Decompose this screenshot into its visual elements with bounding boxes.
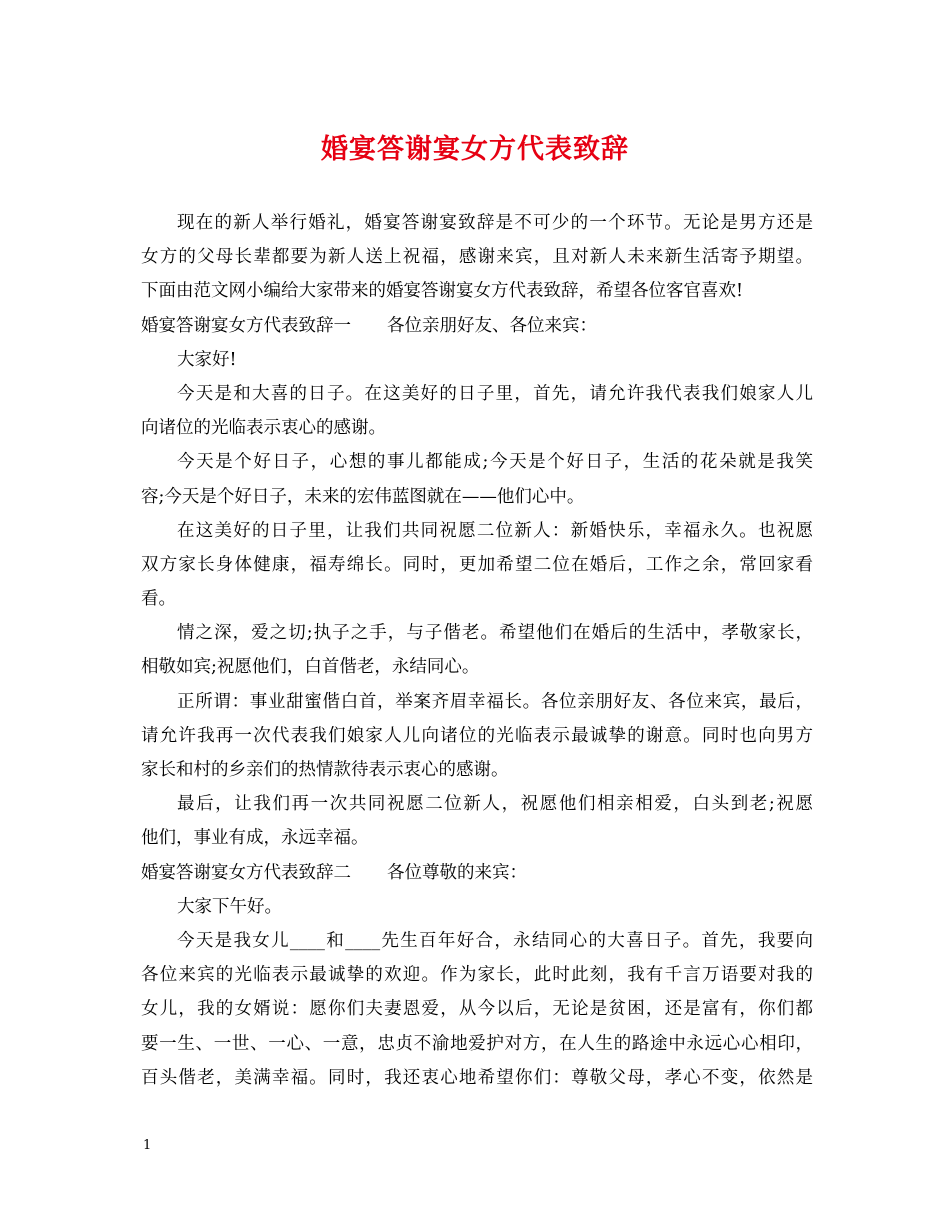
- page-number: 1: [143, 1138, 152, 1153]
- salutation: 各位亲朋好友、各位来宾：: [387, 315, 597, 336]
- paragraph-line: 各位来宾的光临表示最诚挚的欢迎。作为家长，此时此刻，我有千言万语要对我的: [141, 965, 813, 986]
- section-heading: 婚宴答谢宴女方代表致辞二: [141, 862, 351, 883]
- paragraph-line: 大家好!: [177, 349, 237, 370]
- paragraph-line: 女方的父母长辈都要为新人送上祝福，感谢来宾，且对新人未来新生活寄予期望。: [141, 247, 813, 268]
- paragraph-line: 今天是个好日子，心想的事儿都能成;今天是个好日子，生活的花朵就是我笑: [177, 452, 813, 473]
- salutation: 各位尊敬的来宾：: [387, 862, 527, 883]
- section-heading-row-1: [141, 309, 813, 343]
- section-heading: 婚宴答谢宴女方代表致辞一: [141, 315, 351, 336]
- paragraph-line: 要一生、一世、一心、一意，忠贞不渝地爱护对方，在人生的路途中永远心心相印，: [141, 1033, 813, 1054]
- paragraph-line: 情之深，爱之切;执子之手，与子偕老。希望他们在婚后的生活中，孝敬家长，: [177, 623, 813, 644]
- document-title: 婚宴答谢宴女方代表致辞: [321, 134, 629, 165]
- document-body: [141, 206, 813, 1095]
- paragraph-line: 他们，事业有成，永远幸福。: [141, 828, 369, 849]
- paragraph-line: 现在的新人举行婚礼，婚宴答谢宴致辞是不可少的一个环节。无论是男方还是: [177, 213, 813, 233]
- paragraph-line: 家长和村的乡亲们的热情款待表示衷心的感谢。: [141, 760, 509, 780]
- paragraph-line: 最后，让我们再一次共同祝愿二位新人，祝愿他们相亲相爱，白头到老;祝愿: [177, 794, 813, 815]
- paragraph-line: 看。: [141, 589, 176, 610]
- paragraph-line: 下面由范文网小编给大家带来的婚宴答谢宴女方代表致辞，希望各位客官喜欢!: [141, 281, 744, 302]
- paragraph-line: 相敬如宾;祝愿他们，白首偕老，永结同心。: [141, 657, 480, 678]
- paragraph-line: 大家下午好。: [177, 896, 282, 917]
- paragraph-line: 请允许我再一次代表我们娘家人儿向诸位的光临表示最诚挚的谢意。同时也向男方: [141, 725, 813, 746]
- paragraph-line: 今天是和大喜的日子。在这美好的日子里，首先，请允许我代表我们娘家人儿: [177, 383, 813, 404]
- paragraph-line: 今天是我女儿____和____先生百年好合，永结同心的大喜日子。首先，我要向: [177, 930, 813, 951]
- paragraph-line: 向诸位的光临表示衷心的感谢。: [141, 418, 386, 439]
- paragraph-line: 容;今天是个好日子，未来的宏伟蓝图就在——他们心中。: [141, 486, 585, 507]
- paragraph-line: 在这美好的日子里，让我们共同祝愿二位新人：新婚快乐，幸福永久。也祝愿: [177, 520, 813, 541]
- paragraph-line: 女儿，我的女婿说：愿你们夫妻恩爱，从今以后，无论是贫困，还是富有，你们都: [141, 999, 813, 1020]
- paragraph-line: 双方家长身体健康，福寿绵长。同时，更加希望二位在婚后，工作之余，常回家看: [141, 554, 813, 575]
- section-heading-row-2: [141, 856, 813, 890]
- paragraph-line: 正所谓：事业甜蜜偕白首，举案齐眉幸福长。各位亲朋好友、各位来宾，最后，: [177, 691, 813, 712]
- paragraph-line: 百头偕老，美满幸福。同时，我还衷心地希望你们：尊敬父母，孝心不变，依然是: [141, 1067, 813, 1088]
